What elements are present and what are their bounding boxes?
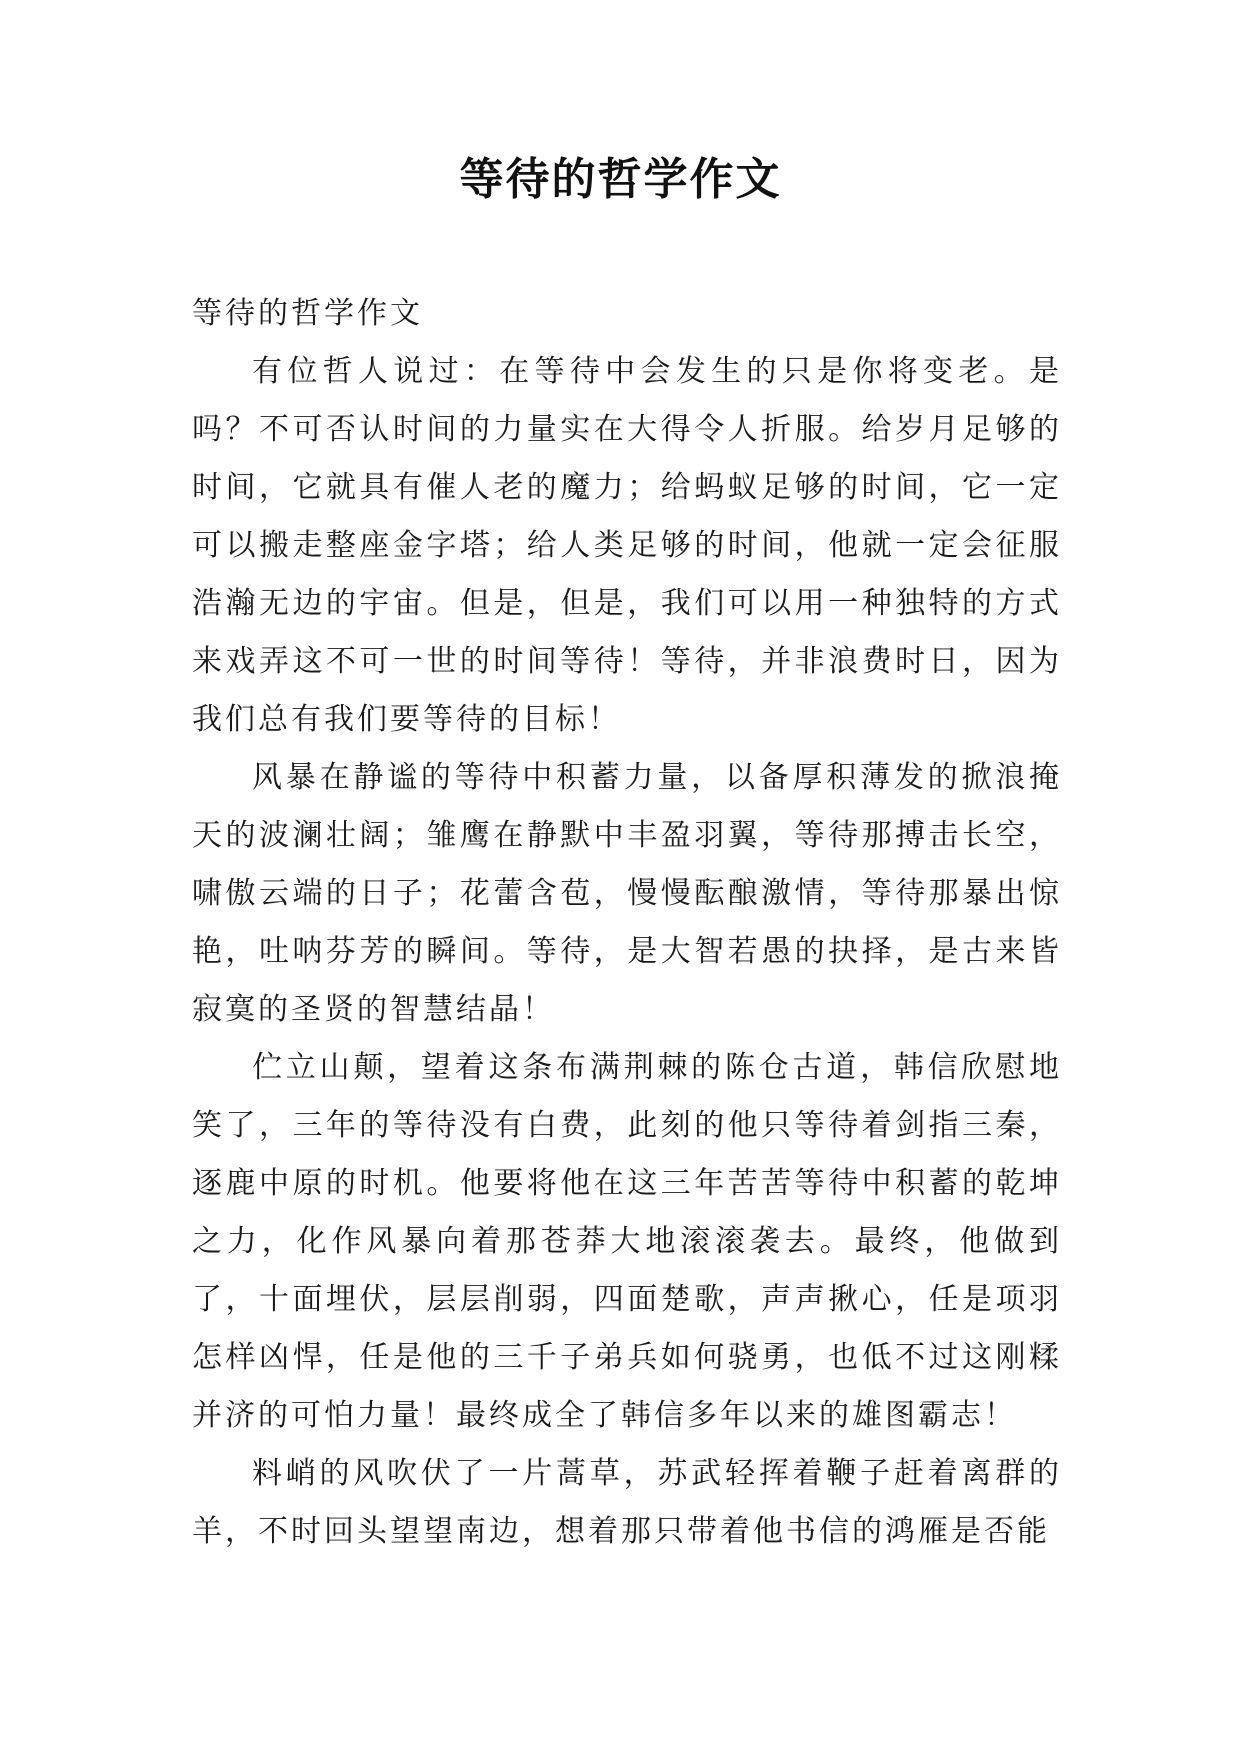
paragraph-4: 料峭的风吹伏了一片蒿草，苏武轻挥着鞭子赶着离群的羊，不时回头望望南边，想着那只带着他书信的鸿雁是否能 bbox=[192, 1456, 1062, 1549]
document-body bbox=[192, 285, 1062, 1561]
paragraph-1: 有位哲人说过：在等待中会发生的只是你将变老。是吗？不可否认时间的力量实在大得令人折服。给岁月足够的时间，它就具有催人老的魔力；给蚂蚁足够的时间，它一定可以搬走整座金字塔；给人类足够的时间，他就一定会征服浩瀚无边的宇宙。但是，但是，我们可以用一种独特的方式来戏弄这不可一世的时间等待！等待，并非浪费时日，因为我们总有我们要等待的目标！ bbox=[192, 354, 1062, 737]
document-subtitle: 等待的哲学作文 bbox=[192, 296, 423, 331]
paragraph-3: 伫立山颠，望着这条布满荆棘的陈仓古道，韩信欣慰地笑了，三年的等待没有白费，此刻的他只等待着剑指三秦，逐鹿中原的时机。他要将他在这三年苦苦等待中积蓄的乾坤之力，化作风暴向着那苍莽大地滚滚袭去。最终，他做到了，十面埋伏，层层削弱，四面楚歌，声声揪心，任是项羽怎样凶悍，任是他的三千子弟兵如何骁勇，也低不过这刚糅并济的可怕力量！最终成全了韩信多年以来的雄图霸志！ bbox=[192, 1050, 1062, 1433]
paragraph-2: 风暴在静谧的等待中积蓄力量，以备厚积薄发的掀浪掩天的波澜壮阔；雏鹰在静默中丰盈羽翼，等待那搏击长空，啸傲云端的日子；花蕾含苞，慢慢酝酿激情，等待那暴出惊艳，吐呐芬芳的瞬间。等待，是大智若愚的抉择，是古来皆寂寞的圣贤的智慧结晶！ bbox=[192, 760, 1062, 1027]
document-title: 等待的哲学作文 bbox=[459, 154, 782, 205]
